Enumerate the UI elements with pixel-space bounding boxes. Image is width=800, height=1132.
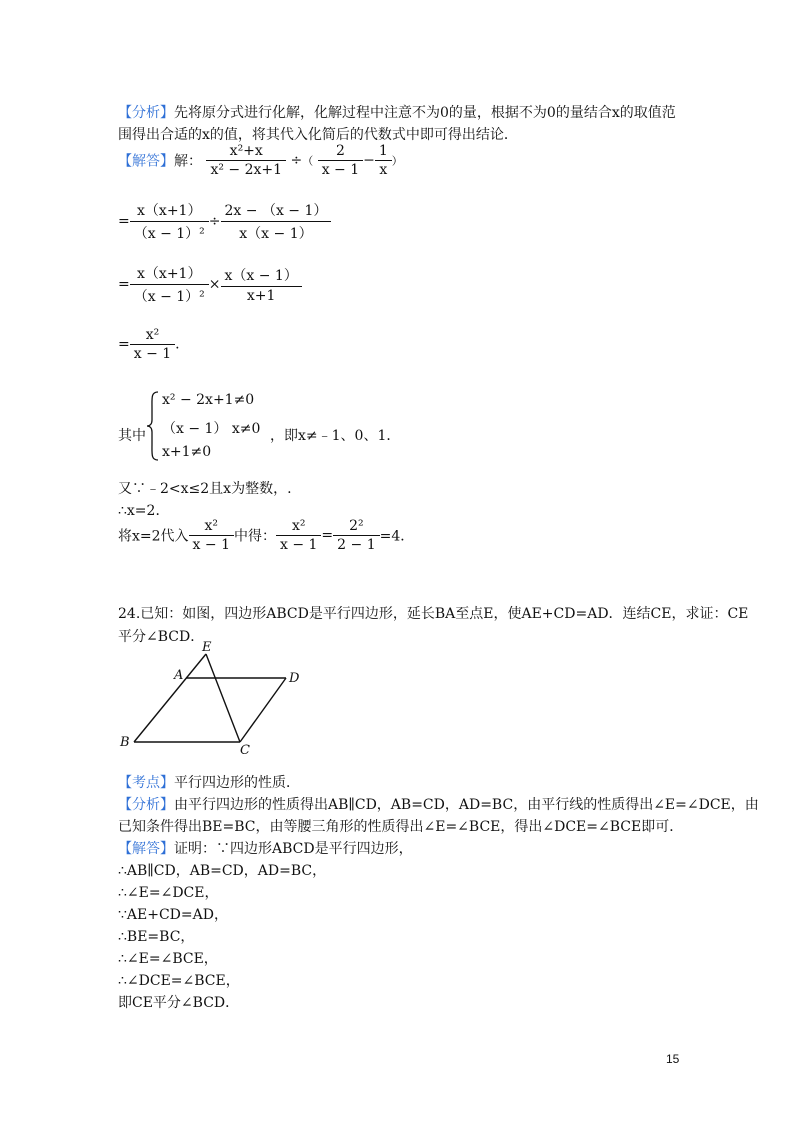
fraction-step3: $\frac{\text{x²}}{x - 1}$ xyxy=(130,327,175,362)
label-D: D xyxy=(289,671,300,686)
q24-kaodian: 【考点】平行四边形的性质． xyxy=(118,775,300,791)
segment-EC xyxy=(206,654,240,742)
q24-analysis-line2: 已知条件得出BE=BC，由等腰三角形的性质得出∠E=∠BCE，得出∠DCE=∠BCE即可． xyxy=(118,819,684,835)
label-E: E xyxy=(202,640,212,655)
q23-analysis-line1: 【分析】先将原分式进行化解，化解过程中注意不为0的量，根据不为0的量结合x的取值范 xyxy=(118,105,676,121)
fraction-sub-b: $\frac{\text{x²}}{x - 1}$ xyxy=(276,518,321,553)
q24-proof-line-6: ∴∠E=∠BCE， xyxy=(118,951,218,967)
q24-proof-line-8: 即CE平分∠BCD． xyxy=(118,995,240,1011)
q23-answer-line: 【解答】解： $\frac{\text{x²+x}}{\text{x² − 2x+1}}$ ÷（ $\frac{2}{x - 1}$ − $\frac{1}{x}$ ） xyxy=(118,143,403,178)
analysis-tag: 【分析】 xyxy=(118,105,174,121)
cond-line-1: x² − 2x+1≠0 xyxy=(162,392,255,408)
segment-BE xyxy=(134,654,206,742)
analysis-tag: 【分析】 xyxy=(118,797,174,813)
answer-tag: 【解答】 xyxy=(118,841,174,857)
fraction-sub-c: $\frac{\text{2²}}{2 - 1}$ xyxy=(333,518,379,553)
fraction-step2-a: $\frac{x(x+1)}{\text{（x − 1）²}}$ xyxy=(130,263,209,306)
fraction-1-over-x: $\frac{1}{x}$ xyxy=(375,143,392,178)
label-B: B xyxy=(120,735,130,750)
q24-proof-line-4: ∵AE+CD=AD， xyxy=(118,907,228,923)
cond-line-2: （x − 1） x≠0 xyxy=(162,421,261,437)
q24-proof-line-1: 【解答】证明：∵四边形ABCD是平行四边形， xyxy=(118,841,413,857)
fraction-2-over-x-1: $\frac{2}{x - 1}$ xyxy=(318,143,363,178)
kaodian-tag: 【考点】 xyxy=(118,775,174,791)
page-number: 15 xyxy=(666,1052,680,1066)
q23-therefore: ∴x=2． xyxy=(118,503,170,519)
q24-problem-line1: 24.已知：如图，四边形ABCD是平行四边形，延长BA至点E，使AE+CD=AD．连结CE，求证：CE xyxy=(118,606,749,622)
fraction-original: $\frac{\text{x²+x}}{\text{x² − 2x+1}}$ xyxy=(206,143,286,178)
segment-CD xyxy=(240,678,286,742)
q23-cond-prefix: 其中 xyxy=(118,428,146,444)
fraction-step1-a: $\frac{x(x+1)}{\text{（x − 1）²}}$ xyxy=(130,200,209,243)
q23-step2: = $\frac{x(x+1)}{\text{（x − 1）²}}$ × $\frac{x(x - 1)}{x+1}$ xyxy=(118,263,302,306)
q23-step1: = $\frac{x(x+1)}{\text{（x − 1）²}}$ ÷ $\frac{2x - (x - 1)}{x(x - 1)}$ xyxy=(118,200,331,243)
q24-proof-line-3: ∴∠E=∠DCE， xyxy=(118,885,219,901)
fraction-step1-b: $\frac{2x - (x - 1)}{x(x - 1)}$ xyxy=(221,200,332,243)
fraction-step2-b: $\frac{x(x - 1)}{x+1}$ xyxy=(221,265,302,304)
label-A: A xyxy=(174,668,184,683)
q24-proof-line-7: ∴∠DCE=∠BCE， xyxy=(118,973,240,989)
q24-problem-line2: 平分∠BCD． xyxy=(118,629,205,645)
q23-analysis-line2: 围得出合适的x的值，将其代入化简后的代数式中即可得出结论． xyxy=(118,127,518,143)
label-C: C xyxy=(240,743,250,758)
q24-proof-line-2: ∴AB∥CD，AB=CD，AD=BC， xyxy=(118,863,327,879)
q24-analysis-line1: 【分析】由平行四边形的性质得出AB∥CD，AB=CD，AD=BC，由平行线的性质得出∠E=∠DCE，由 xyxy=(118,797,759,813)
q23-step3: = $\frac{\text{x²}}{x - 1}$ . xyxy=(118,327,180,362)
q23-substitution: 将x=2代入 $\frac{\text{x²}}{x - 1}$ 中得： $\frac{\text{x²}}{x - 1}$ = $\frac{\text{2²}}{2 - 1}$ =4． xyxy=(118,518,415,553)
answer-tag: 【解答】 xyxy=(118,153,174,170)
cond-result: ，即x≠﹣1、0、1． xyxy=(270,428,401,444)
left-brace xyxy=(146,390,160,462)
parallelogram-figure xyxy=(116,638,316,758)
cond-line-3: x+1≠0 xyxy=(162,444,212,460)
q23-given: 又∵﹣2<x≤2且x为整数，. xyxy=(118,481,292,497)
q24-proof-line-5: ∴BE=BC， xyxy=(118,929,195,945)
fraction-sub-a: $\frac{\text{x²}}{x - 1}$ xyxy=(189,518,234,553)
